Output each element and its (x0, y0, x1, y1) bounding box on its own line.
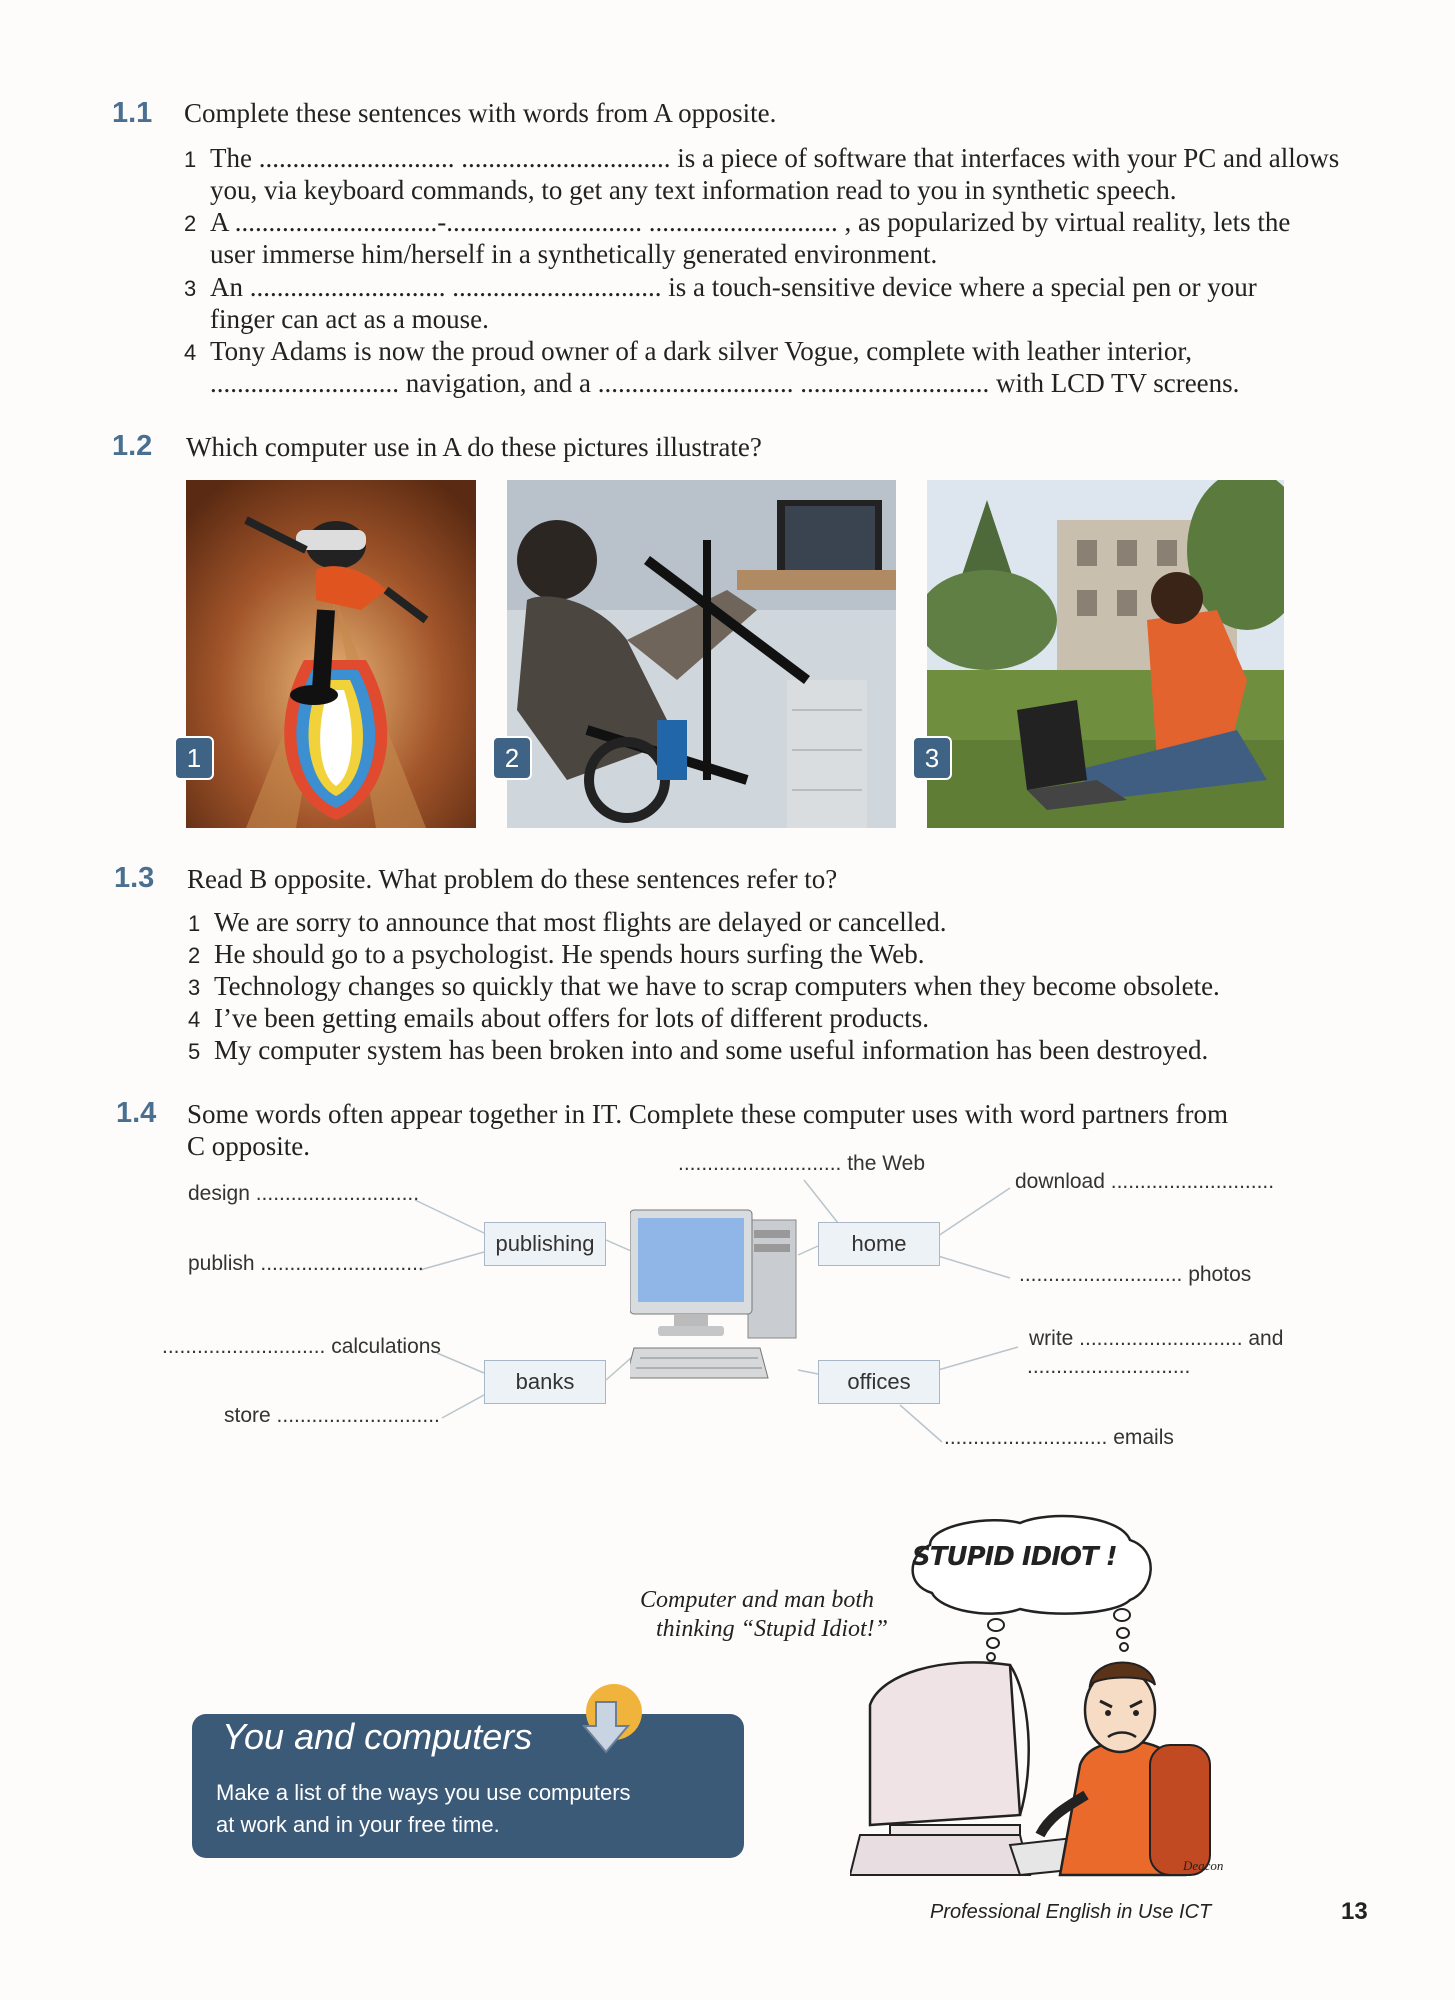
word-partner-the-web: ............................ the Web (678, 1152, 926, 1175)
word-partner-download: download ............................ (1015, 1170, 1275, 1193)
category-box-publishing: publishing (484, 1222, 606, 1266)
word-partner-write: write ............................ and (1029, 1327, 1284, 1350)
cartoon-caption-line-2: thinking “Stupid Idiot!” (656, 1616, 889, 1642)
footer-book-title: Professional English in Use ICT (930, 1901, 1212, 1923)
item-number: 1 (184, 147, 197, 172)
arrow-icon (572, 1682, 652, 1760)
exercise-1-4-instruction: Some words often appear together in IT. Complete these computer uses with word partners from (187, 1099, 1228, 1129)
word-partner-design: design ............................ (188, 1182, 420, 1205)
item-number: 1 (188, 911, 201, 936)
exercise-number-1-1: 1.1 (112, 97, 153, 129)
sentence-line: An ............................. ............................... is a touch-sensitive device where a special pen or your (210, 272, 1257, 302)
picture-badge: 3 (912, 736, 952, 780)
item-number: 3 (184, 276, 197, 301)
sentence-line: ............................ navigation, and a ............................. ............................ with LCD TV screens. (210, 368, 1240, 398)
word-partner-publish: publish ............................ (188, 1252, 424, 1275)
word-partner-calculations: ............................ calculations (162, 1335, 441, 1358)
item-number: 5 (188, 1039, 201, 1064)
sentence-line: user immerse him/herself in a synthetically generated environment. (210, 239, 938, 269)
computer-illustration (630, 1208, 800, 1383)
sentence-line: I’ve been getting emails about offers for lots of different products. (214, 1003, 930, 1033)
word-partner-emails: ............................ emails (944, 1426, 1174, 1449)
cartoon-caption-line-1: Computer and man both (640, 1587, 874, 1613)
category-box-home: home (818, 1222, 940, 1266)
category-box-offices: offices (818, 1360, 940, 1404)
sentence-line: you, via keyboard commands, to get any text information read to you in synthetic speech. (210, 175, 1177, 205)
thought-bubble-text: STUPID IDIOT ! (912, 1542, 1117, 1572)
word-partner-photos: ............................ photos (1019, 1263, 1252, 1286)
category-box-banks: banks (484, 1360, 606, 1404)
sentence-line: He should go to a psychologist. He spends hours surfing the Web. (214, 939, 925, 969)
item-number: 2 (188, 943, 201, 968)
you-and-computers-body-line-1: Make a list of the ways you use computers (216, 1780, 631, 1805)
sentence-line: My computer system has been broken into and some useful information has been destroyed. (214, 1035, 1209, 1065)
exercise-number-1-2: 1.2 (112, 430, 153, 462)
exercise-1-4-instruction-cont: C opposite. (187, 1131, 311, 1161)
sentence-line: We are sorry to announce that most flights are delayed or cancelled. (214, 907, 947, 937)
item-number: 2 (184, 211, 197, 236)
page-number: 13 (1341, 1898, 1368, 1925)
item-number: 4 (184, 340, 197, 365)
you-and-computers-body-line-2: at work and in your free time. (216, 1812, 500, 1837)
word-partner-write-second: ............................ (1027, 1355, 1191, 1378)
exercise-1-1-instruction: Complete these sentences with words from A opposite. (184, 98, 777, 128)
you-and-computers-title: You and computers (222, 1716, 533, 1757)
word-partner-store: store ............................ (224, 1404, 440, 1427)
cartoonist-signature: Deacon (1183, 1858, 1224, 1873)
item-number: 3 (188, 975, 201, 1000)
exercise-number-1-4: 1.4 (116, 1097, 157, 1129)
exercise-number-1-3: 1.3 (114, 862, 155, 894)
sentence-line: Tony Adams is now the proud owner of a dark silver Vogue, complete with leather interior, (210, 336, 1193, 366)
sentence-line: Technology changes so quickly that we have to scrap computers when they become obsolete. (214, 971, 1220, 1001)
exercise-1-2-instruction: Which computer use in A do these pictures illustrate? (186, 432, 762, 462)
item-number: 4 (188, 1007, 201, 1032)
sentence-line: The ............................. ............................... is a piece of software that interfaces with your PC and allows (210, 143, 1340, 173)
sentence-line: finger can act as a mouse. (210, 304, 489, 334)
exercise-1-3-instruction: Read B opposite. What problem do these sentences refer to? (187, 864, 838, 894)
picture-badge: 2 (492, 736, 532, 780)
sentence-line: A ..............................-............................. ............................ , as popularized by virtual reality, lets the (210, 207, 1291, 237)
picture-badge: 1 (174, 736, 214, 780)
